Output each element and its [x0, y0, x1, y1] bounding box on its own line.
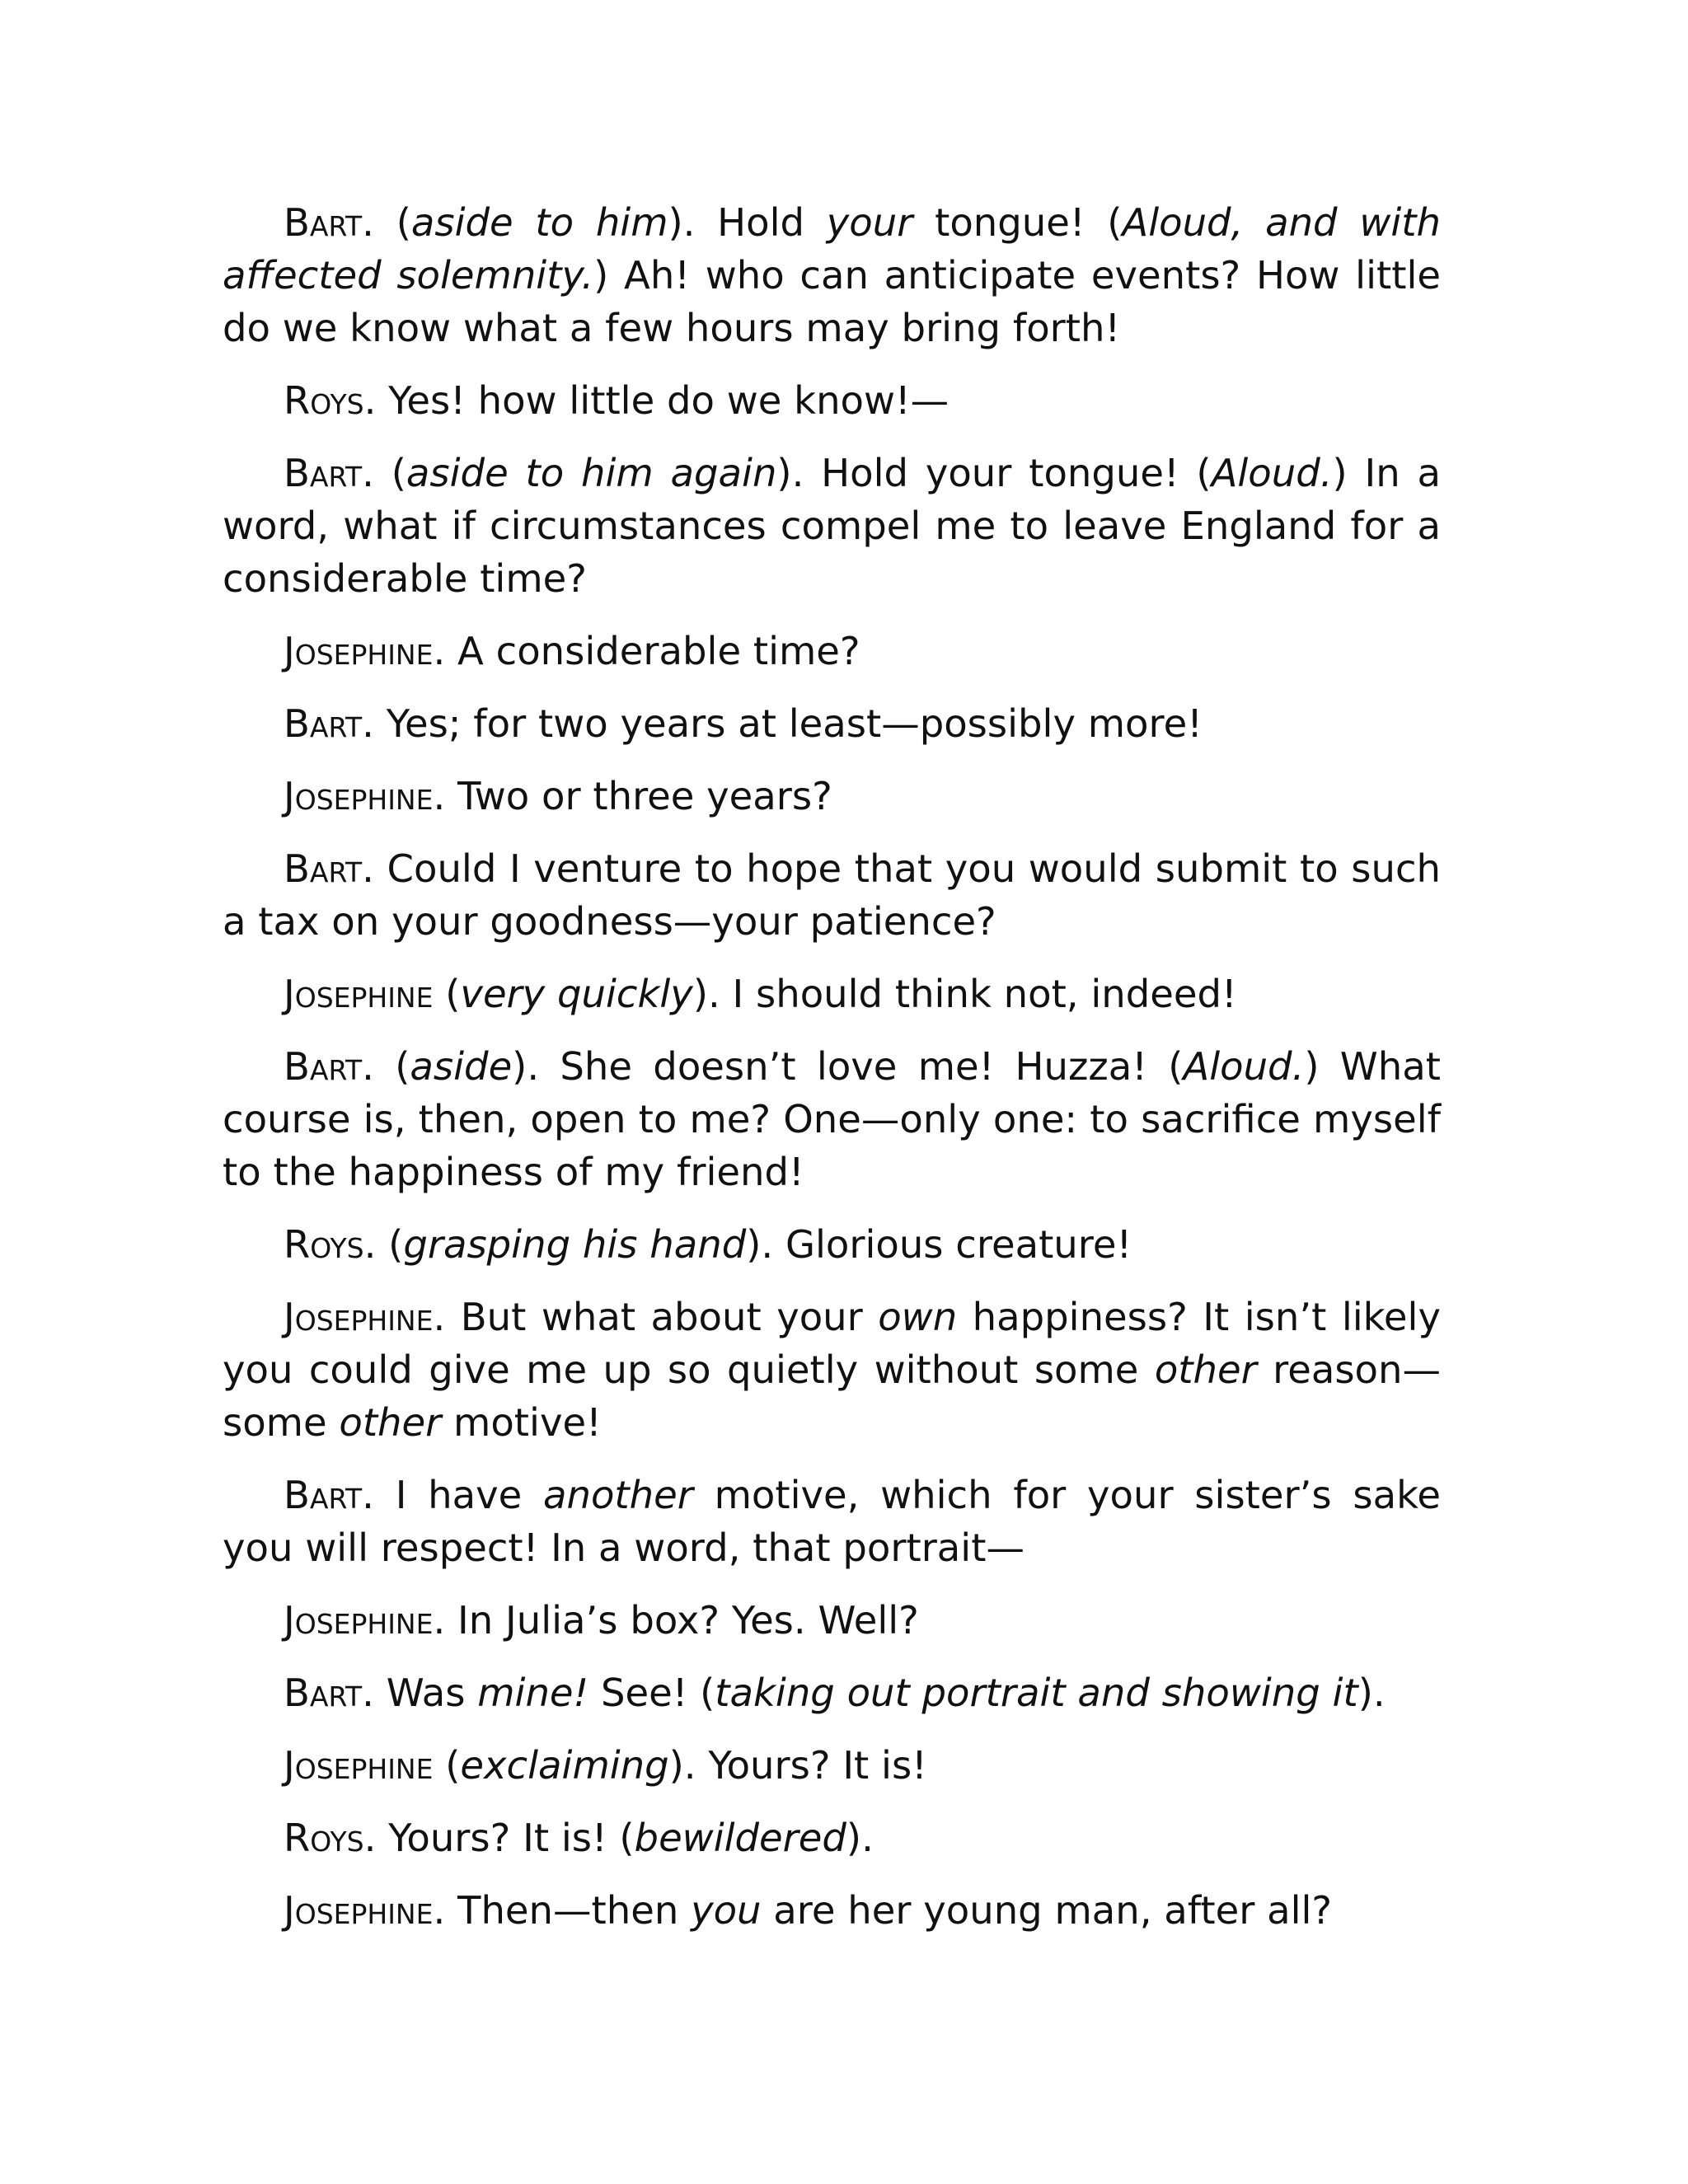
dialogue-paragraph [223, 770, 1441, 823]
dialogue-paragraph [223, 374, 1441, 427]
dialogue-text: are her young man, after all? [761, 1888, 1333, 1933]
dialogue-text: reason—some [223, 1347, 1441, 1445]
dialogue-text: ). I should think not, indeed! [692, 972, 1237, 1016]
dialogue-text: . Yours? It is! ( [363, 1816, 635, 1860]
speaker-name: Josephine [284, 972, 434, 1016]
stage-direction: very quickly [460, 972, 693, 1016]
stage-direction: aside [410, 1044, 513, 1089]
stage-direction: you [691, 1888, 762, 1933]
dialogue-paragraph [223, 1811, 1441, 1864]
stage-direction: mine! [477, 1671, 589, 1715]
script-page [223, 196, 1441, 1957]
speaker-name: Josephine [284, 1295, 434, 1339]
stage-direction: other [339, 1400, 442, 1445]
dialogue-text: . ( [363, 1222, 404, 1267]
dialogue-text: . Yes! how little do we know!— [363, 378, 950, 423]
dialogue-text: ). Yours? It is! [668, 1743, 927, 1788]
dialogue-text: . Two or three years? [433, 774, 832, 818]
dialogue-text: . In Julia’s box? Yes. Well? [433, 1598, 919, 1643]
dialogue-text: . Yes; for two years at least—possibly more! [362, 701, 1203, 746]
stage-direction: taking out portrait and showing it [715, 1671, 1358, 1715]
stage-direction: grasping his hand [403, 1222, 747, 1267]
dialogue-text: . ( [362, 451, 406, 495]
dialogue-text: ) In a word, what if circumstances compel me to leave England for a considerable time? [223, 451, 1441, 601]
dialogue-text: tongue! ( [912, 200, 1123, 245]
dialogue-text: ) Ah! who can anticipate events? How little do we know what a few hours may bring forth! [223, 253, 1442, 350]
dialogue-paragraph [223, 697, 1441, 750]
dialogue-text: ( [433, 972, 461, 1016]
speaker-name: Josephine [284, 774, 434, 818]
dialogue-text: . Then—then [433, 1888, 692, 1933]
dialogue-text: See! ( [588, 1671, 715, 1715]
dialogue-paragraph [223, 1040, 1441, 1198]
stage-direction: other [1154, 1347, 1257, 1392]
dialogue-paragraph [223, 196, 1441, 354]
speaker-name: Bart [284, 1473, 363, 1517]
dialogue-text: . Could I venture to hope that you would submit to such a tax on your goodness—your patience? [223, 846, 1441, 944]
dialogue-text: ) What course is, then, open to me? One—only one: to sacrifice myself to the happiness of my friend! [223, 1044, 1441, 1194]
stage-direction: aside to him [410, 200, 668, 245]
stage-direction: exclaiming [460, 1743, 669, 1788]
speaker-name: Roys [284, 1222, 364, 1267]
dialogue-text: ). Hold your tongue! ( [776, 451, 1212, 495]
dialogue-paragraph [223, 1739, 1441, 1792]
dialogue-paragraph [223, 1291, 1441, 1449]
stage-direction: another [542, 1473, 693, 1517]
dialogue-text: motive, which for your sister’s sake you will respect! In a word, that portrait— [223, 1473, 1441, 1570]
dialogue-text: ). [846, 1816, 874, 1860]
dialogue-paragraph [223, 1666, 1441, 1719]
dialogue-paragraph [223, 1469, 1441, 1574]
speaker-name: Bart [284, 451, 363, 495]
speaker-name: Bart [284, 1044, 363, 1089]
dialogue-text: ( [433, 1743, 461, 1788]
dialogue-text: . But what about your [433, 1295, 879, 1339]
stage-direction: your [826, 200, 913, 245]
dialogue-text: ). Glorious creature! [746, 1222, 1132, 1267]
speaker-name: Josephine [284, 1598, 434, 1643]
stage-direction: Aloud, and with affected solemnity. [223, 200, 1441, 298]
dialogue-paragraph [223, 625, 1441, 677]
dialogue-text: ). She doesn’t love me! Huzza! ( [512, 1044, 1184, 1089]
dialogue-paragraph [223, 447, 1441, 605]
speaker-name: Roys [284, 378, 364, 423]
dialogue-text: . ( [362, 200, 411, 245]
speaker-name: Josephine [284, 1743, 434, 1788]
speaker-name: Roys [284, 1816, 364, 1860]
dialogue-text: . I have [362, 1473, 543, 1517]
dialogue-paragraph [223, 1884, 1441, 1937]
dialogue-text: ). Hold [668, 200, 827, 245]
dialogue-text: motive! [441, 1400, 602, 1445]
speaker-name: Bart [284, 701, 363, 746]
speaker-name: Josephine [284, 1888, 434, 1933]
dialogue-paragraph [223, 1218, 1441, 1271]
dialogue-paragraph [223, 842, 1441, 948]
dialogue-text: . Was [362, 1671, 478, 1715]
dialogue-paragraph [223, 968, 1441, 1020]
stage-direction: Aloud. [1211, 451, 1333, 495]
dialogue-text: happiness? It isn’t likely you could give me up so quietly without some [223, 1295, 1441, 1392]
stage-direction: aside to him again [406, 451, 777, 495]
stage-direction: bewildered [634, 1816, 846, 1860]
dialogue-paragraph [223, 1594, 1441, 1647]
dialogue-text: . A considerable time? [433, 629, 860, 673]
speaker-name: Josephine [284, 629, 434, 673]
speaker-name: Bart [284, 1671, 363, 1715]
speaker-name: Bart [284, 200, 363, 245]
stage-direction: Aloud. [1183, 1044, 1305, 1089]
speaker-name: Bart [284, 846, 363, 891]
dialogue-text: ). [1357, 1671, 1386, 1715]
dialogue-text: . ( [362, 1044, 410, 1089]
stage-direction: own [878, 1295, 958, 1339]
